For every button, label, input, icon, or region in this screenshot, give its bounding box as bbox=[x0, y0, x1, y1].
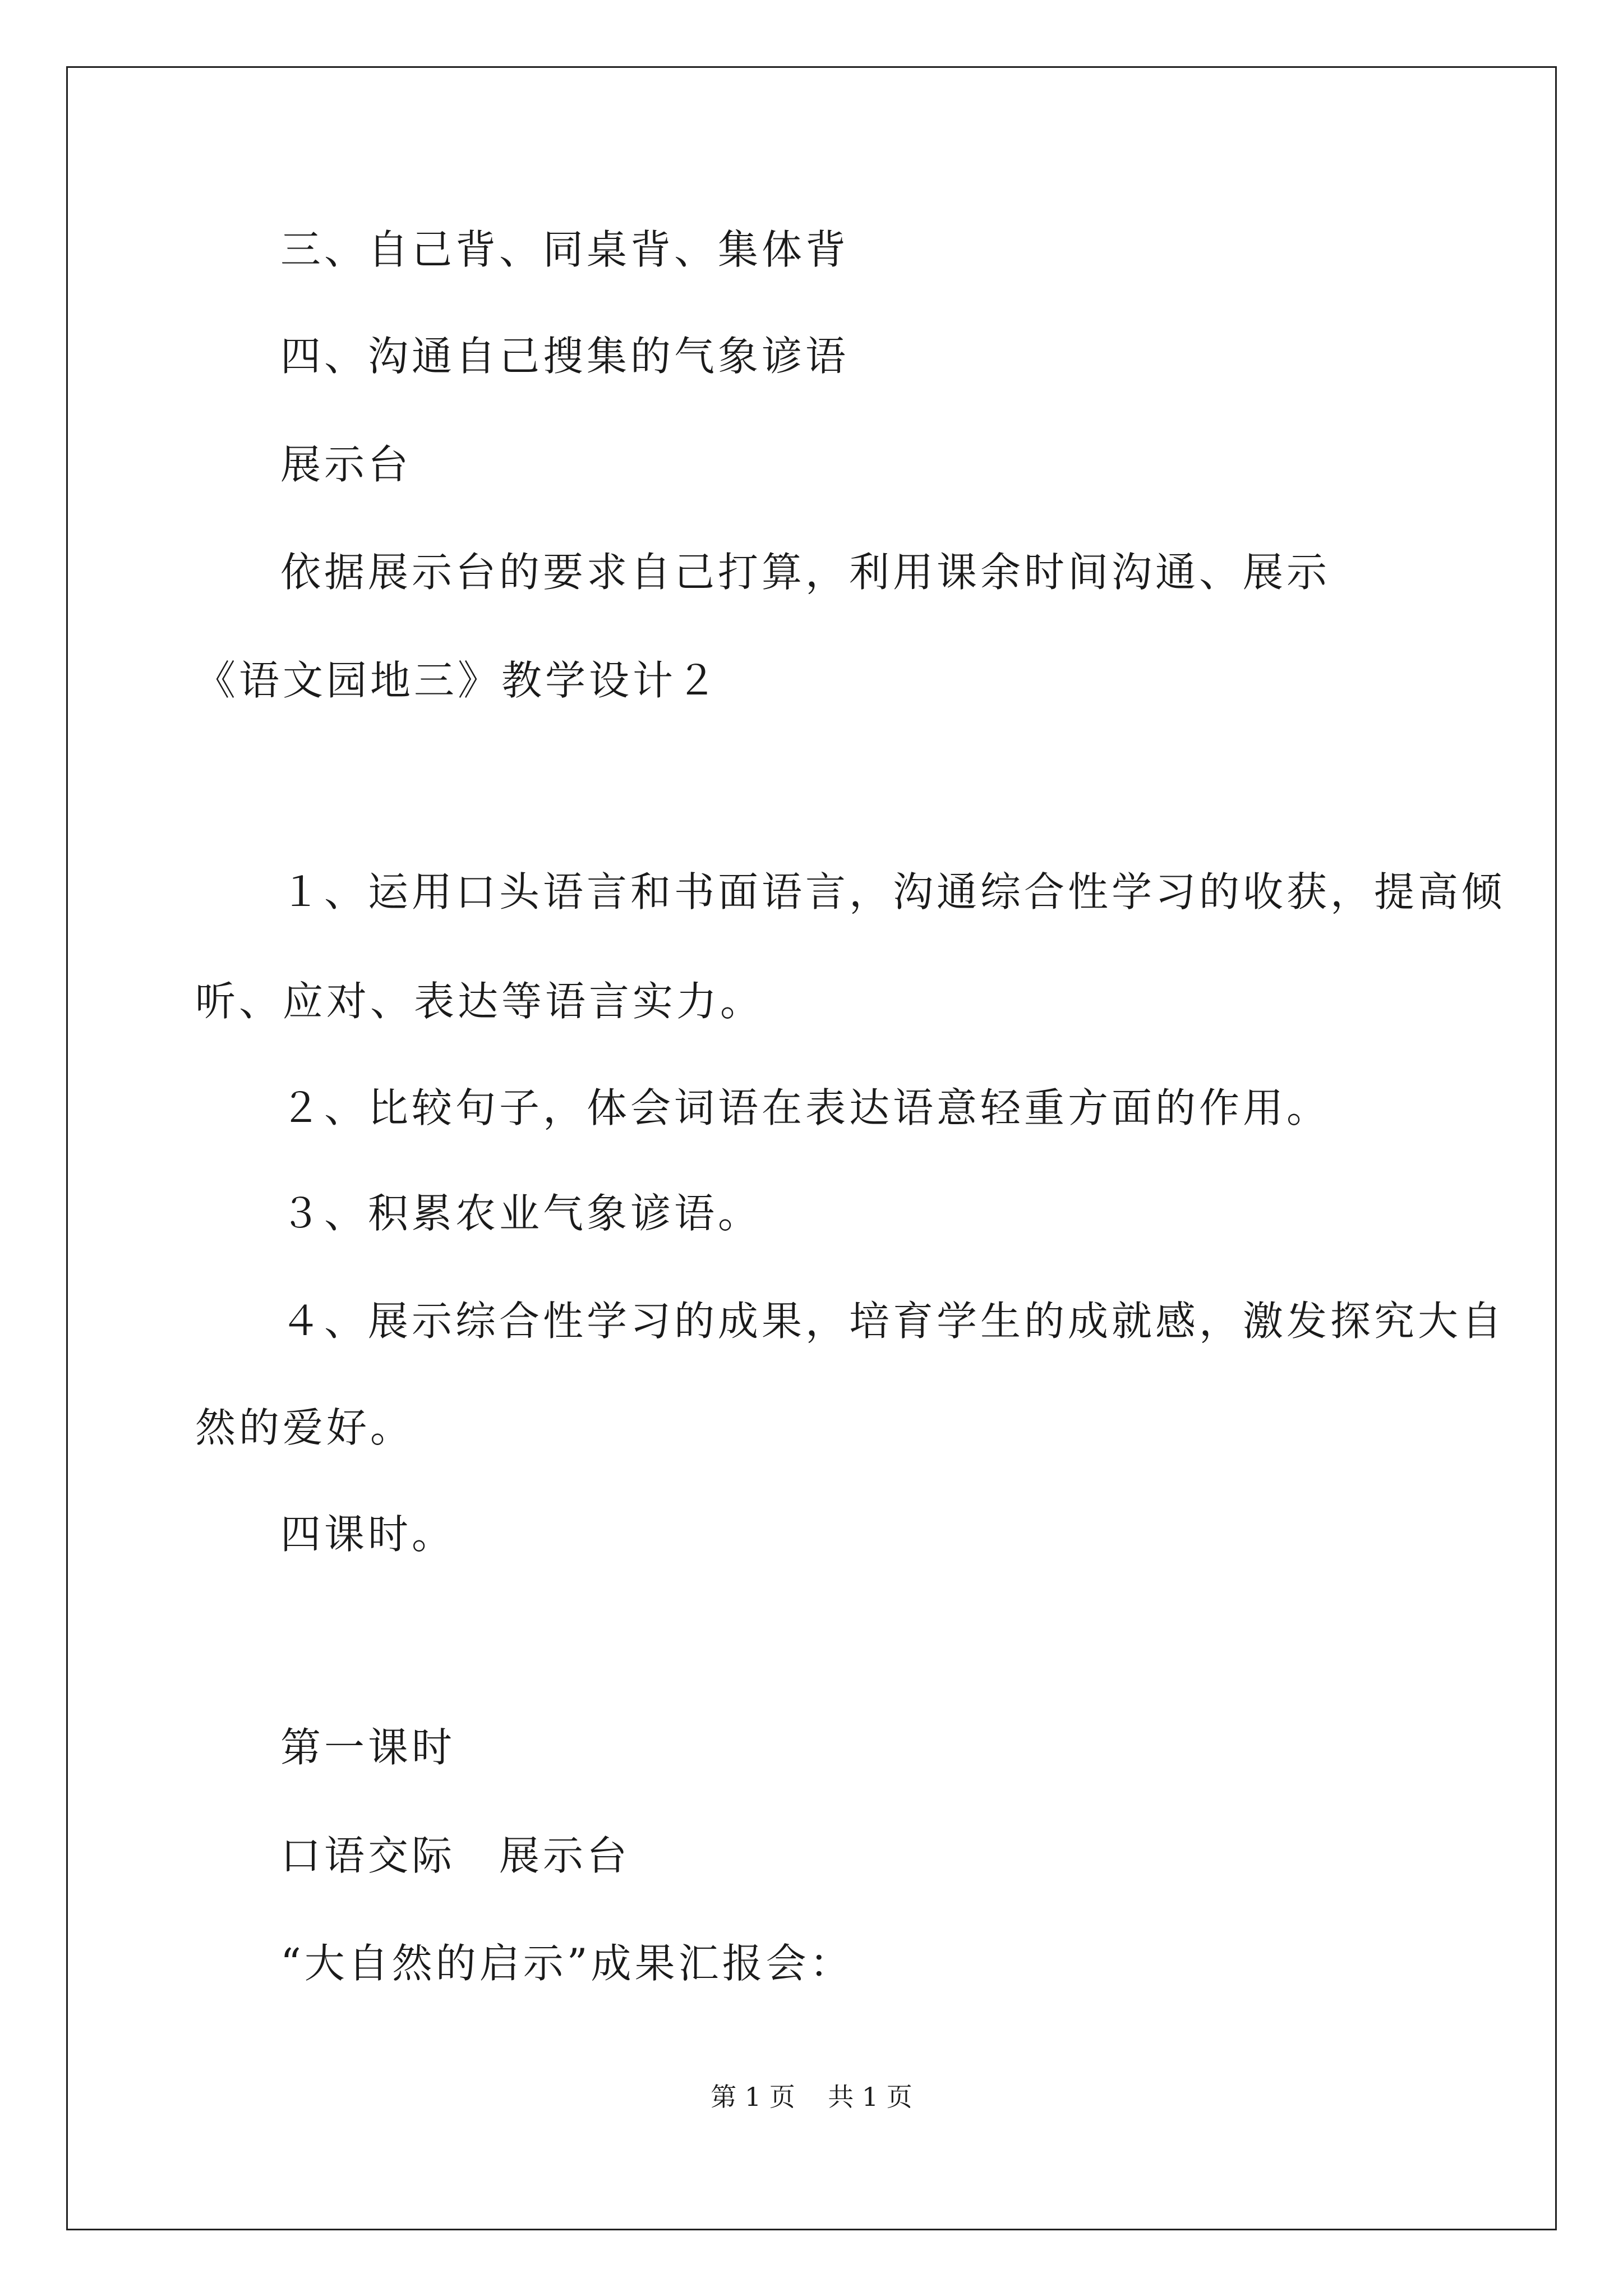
objective-1-line-2: 听、应对、表达等语言实力。 bbox=[195, 978, 764, 1025]
text-line-showcase: 展示台 bbox=[280, 441, 412, 488]
lesson-topic: 口语交际 展示台 bbox=[280, 1832, 631, 1879]
page-border bbox=[66, 66, 1557, 2230]
section-title: 《语文园地三》教学设计２ bbox=[195, 657, 721, 704]
objective-4-line-1: ４、展示综合性学习的成果，培育学生的成就感，激发探究大自 bbox=[280, 1297, 1506, 1345]
lesson-heading: 第一课时 bbox=[280, 1724, 456, 1771]
text-line-showcase-requirements: 依据展示台的要求自己打算，利用课余时间沟通、展示 bbox=[280, 549, 1331, 596]
page-footer: 第 1 页 共 1 页 bbox=[711, 2082, 912, 2112]
text-line-recite: 三、自己背、同桌背、集体背 bbox=[280, 226, 850, 273]
objective-3: ３、积累农业气象谚语。 bbox=[280, 1190, 762, 1237]
class-hours: 四课时。 bbox=[280, 1511, 456, 1558]
objective-2: ２、比较句子，体会词语在表达语意轻重方面的作用。 bbox=[280, 1084, 1331, 1131]
objective-4-line-2: 然的爱好。 bbox=[195, 1404, 414, 1451]
text-line-proverbs: 四、沟通自己搜集的气象谚语 bbox=[280, 333, 850, 380]
lesson-activity: “大自然的启示”成果汇报会： bbox=[280, 1940, 854, 1987]
objective-1-line-1: １、运用口头语言和书面语言，沟通综合性学习的收获，提高倾 bbox=[280, 868, 1506, 915]
